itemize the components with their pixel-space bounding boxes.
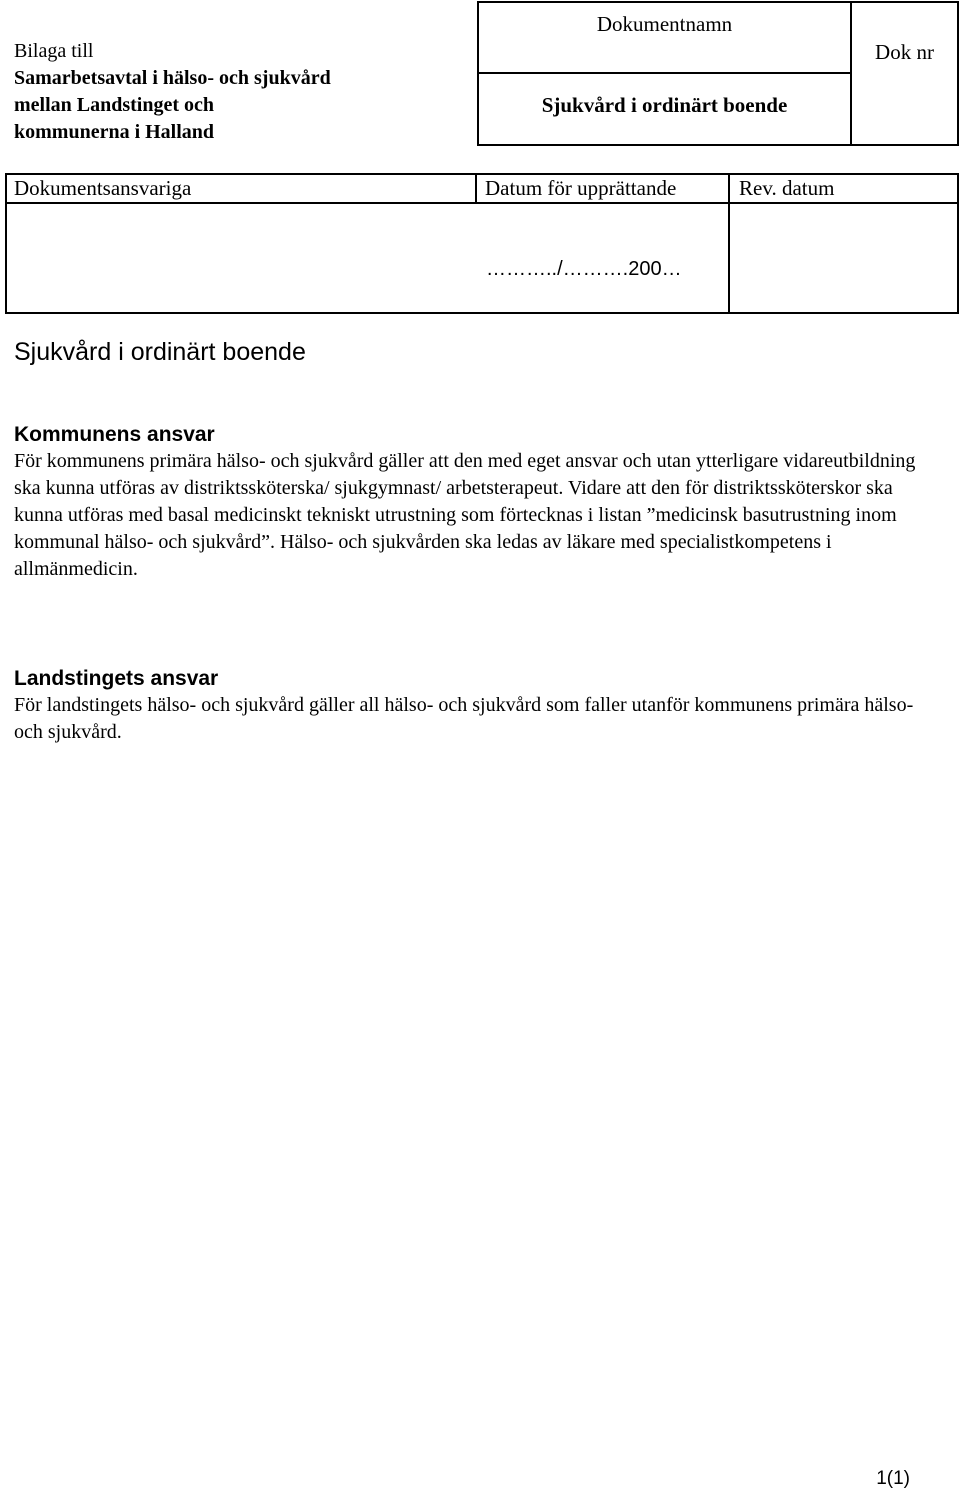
meta-table-col-divider-2 [728,173,730,314]
meta-table-col-divider-1 [475,173,477,202]
date-placeholder: ………../……….200… [486,258,682,280]
meta-col-dokumentsansvariga: Dokumentsansvariga [14,176,192,200]
document-title: Sjukvård i ordinärt boende [14,338,306,366]
section-landstingets-ansvar [14,665,934,746]
dok-nr-label: Dok nr [875,40,934,64]
meta-col-datum-upprattande: Datum för upprättande [485,176,677,200]
section-kommunens-ansvar [14,421,934,583]
section-heading: Kommunens ansvar [14,423,215,446]
meta-table-header-divider [5,202,959,204]
bilaga-line-3: mellan Landstinget och [14,94,215,116]
dokumentnamn-value: Sjukvård i ordinärt boende [541,93,788,117]
dokumentnamn-label: Dokumentnamn [596,12,733,36]
section-text: För kommunens primära hälso- och sjukvård gäller att den med eget ansvar och utan ytterligare vidareutbildning ska kunna utföras av distriktssköterska/ sjukgymnast/ arbetsterapeut. Vidare att den för distriktssköterskor ska kunna utföras med basal medicinskt tekniskt utrustning som förtecknas i listan ”medicinsk basutrustning inom kommunal hälso- och sjukvård”. Hälso- och sjukvården ska ledas av läkare med specialistkompetens i allmänmedicin. [14,450,916,580]
dok-nr-box [850,1,959,146]
bilaga-block [14,38,331,146]
meta-col-rev-datum: Rev. datum [739,176,835,200]
section-text: För landstingets hälso- och sjukvård gäller all hälso- och sjukvård som faller utanför kommunens primära hälso- och sjukvård. [14,694,914,743]
bilaga-line-4: kommunerna i Halland [14,121,215,143]
section-heading: Landstingets ansvar [14,667,219,690]
page-number: 1(1) [876,1468,910,1489]
bilaga-line-1: Bilaga till [14,40,94,62]
dokumentnamn-divider [477,72,852,74]
bilaga-line-2: Samarbetsavtal i hälso- och sjukvård [14,67,331,89]
